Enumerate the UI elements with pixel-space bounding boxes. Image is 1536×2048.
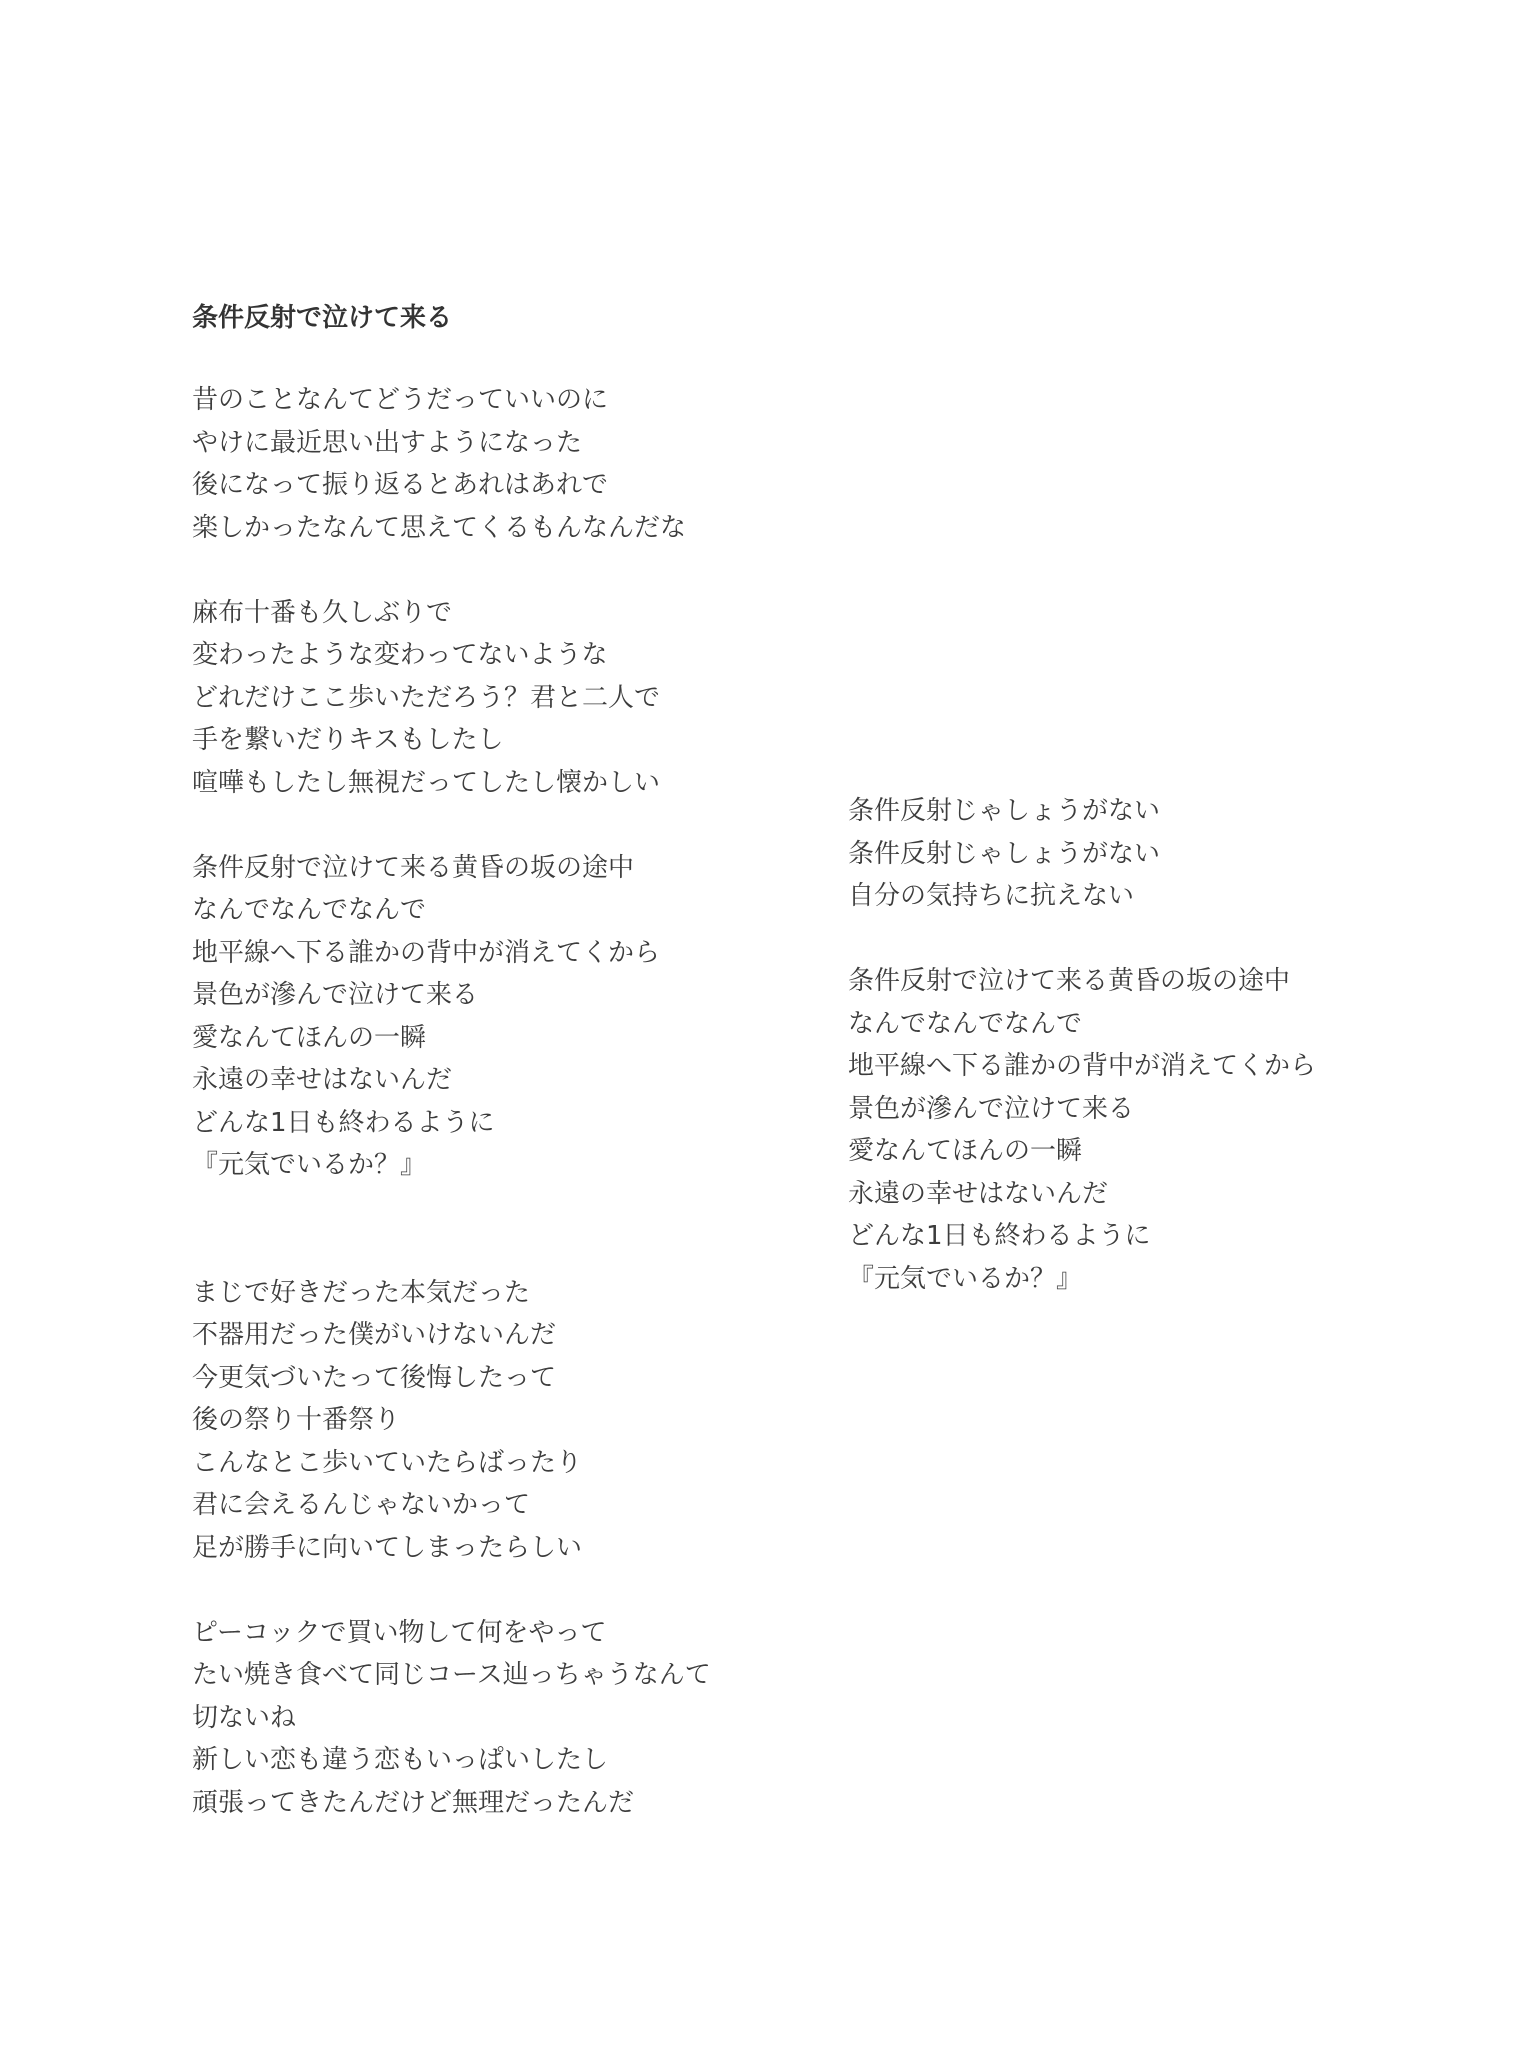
lyric-line: どんな1日も終わるように — [192, 1107, 495, 1138]
lyric-line: 変わったような変わってないような — [192, 640, 608, 670]
lyric-line: 昔のことなんてどうだっていいのに — [192, 385, 609, 415]
stanza-gap — [192, 804, 812, 847]
lyric-line: 愛なんてほんの一瞬 — [192, 1022, 427, 1053]
lyric-line: 条件反射で泣けて来る黄昏の坂の途中 — [192, 852, 635, 883]
lyric-line: ピーコックで買い物して何をやって — [192, 1617, 607, 1648]
stanza-gap — [848, 918, 1488, 961]
lyrics-stanza — [192, 1272, 812, 1570]
lyric-line: 不器用だった僕がいけないんだ — [192, 1320, 557, 1350]
lyric-line: 新しい恋も違う恋もいっぱいしたし — [192, 1745, 609, 1775]
lyric-line: 地平線へ下る誰かの背中が消えてくから — [848, 1051, 1317, 1081]
lyric-line: 景色が滲んで泣けて来る — [192, 980, 479, 1010]
lyric-line: まじで好きだった本気だった — [192, 1277, 531, 1308]
lyric-line: こんなとこ歩いていたらばったり — [192, 1447, 583, 1478]
lyric-line: やけに最近思い出すようになった — [192, 427, 583, 458]
lyric-line: 永遠の幸せはないんだ — [192, 1065, 453, 1095]
lyric-line: 『元気でいるか？』 — [192, 1150, 427, 1180]
lyric-line: 頑張ってきたんだけど無理だったんだ — [192, 1787, 635, 1818]
lyric-line: 自分の気持ちに抗えない — [848, 881, 1135, 911]
lyrics-stanza — [192, 1612, 812, 1825]
lyric-line: 条件反射じゃしょうがない — [848, 838, 1161, 869]
lyric-line: 景色が滲んで泣けて来る — [848, 1093, 1135, 1124]
lyric-line: 麻布十番も久しぶりで — [192, 597, 453, 628]
lyrics-stanza — [848, 960, 1488, 1300]
lyric-line: 今更気づいたって後悔したって — [192, 1362, 557, 1393]
lyric-line: なんでなんでなんで — [192, 895, 427, 925]
lyric-line: なんでなんでなんで — [848, 1008, 1083, 1039]
stanza-gap — [192, 1187, 812, 1272]
lyric-line: 『元気でいるか？』 — [848, 1263, 1083, 1294]
lyric-line: 永遠の幸せはないんだ — [848, 1178, 1109, 1209]
right-lyrics-column — [848, 790, 1488, 1300]
lyrics-stanza — [848, 790, 1488, 918]
lyric-line: 条件反射じゃしょうがない — [848, 796, 1161, 826]
lyric-line: 足が勝手に向いてしまったらしい — [192, 1532, 583, 1563]
song-title: 条件反射で泣けて来る — [192, 303, 453, 333]
lyric-line: 手を繋いだりキスもしたし — [192, 725, 504, 755]
lyrics-stanza — [192, 847, 812, 1187]
stanza-gap — [192, 549, 812, 592]
lyric-line: 後になって振り返るとあれはあれで — [192, 470, 609, 500]
lyric-line: 条件反射で泣けて来る黄昏の坂の途中 — [848, 966, 1291, 996]
lyric-line: 愛なんてほんの一瞬 — [848, 1136, 1083, 1166]
lyric-line: たい焼き食べて同じコース辿っちゃうなんて — [192, 1660, 711, 1690]
lyric-line: 君に会えるんじゃないかって — [192, 1490, 531, 1520]
lyric-line: 楽しかったなんて思えてくるもんなんだな — [192, 512, 687, 543]
lyric-line: どれだけここ歩いただろう？君と二人で — [192, 682, 661, 713]
stanza-gap — [192, 1569, 812, 1612]
lyrics-stanza — [192, 592, 812, 805]
lyric-line: 地平線へ下る誰かの背中が消えてくから — [192, 937, 661, 968]
lyrics-stanza — [192, 379, 812, 549]
lyric-line: 喧嘩もしたし無視だってしたし懐かしい — [192, 767, 661, 798]
lyric-line: 後の祭り十番祭り — [192, 1405, 401, 1435]
left-lyrics-column — [192, 379, 812, 1824]
lyric-line: 切ないね — [192, 1702, 297, 1733]
lyric-line: どんな1日も終わるように — [848, 1221, 1151, 1251]
